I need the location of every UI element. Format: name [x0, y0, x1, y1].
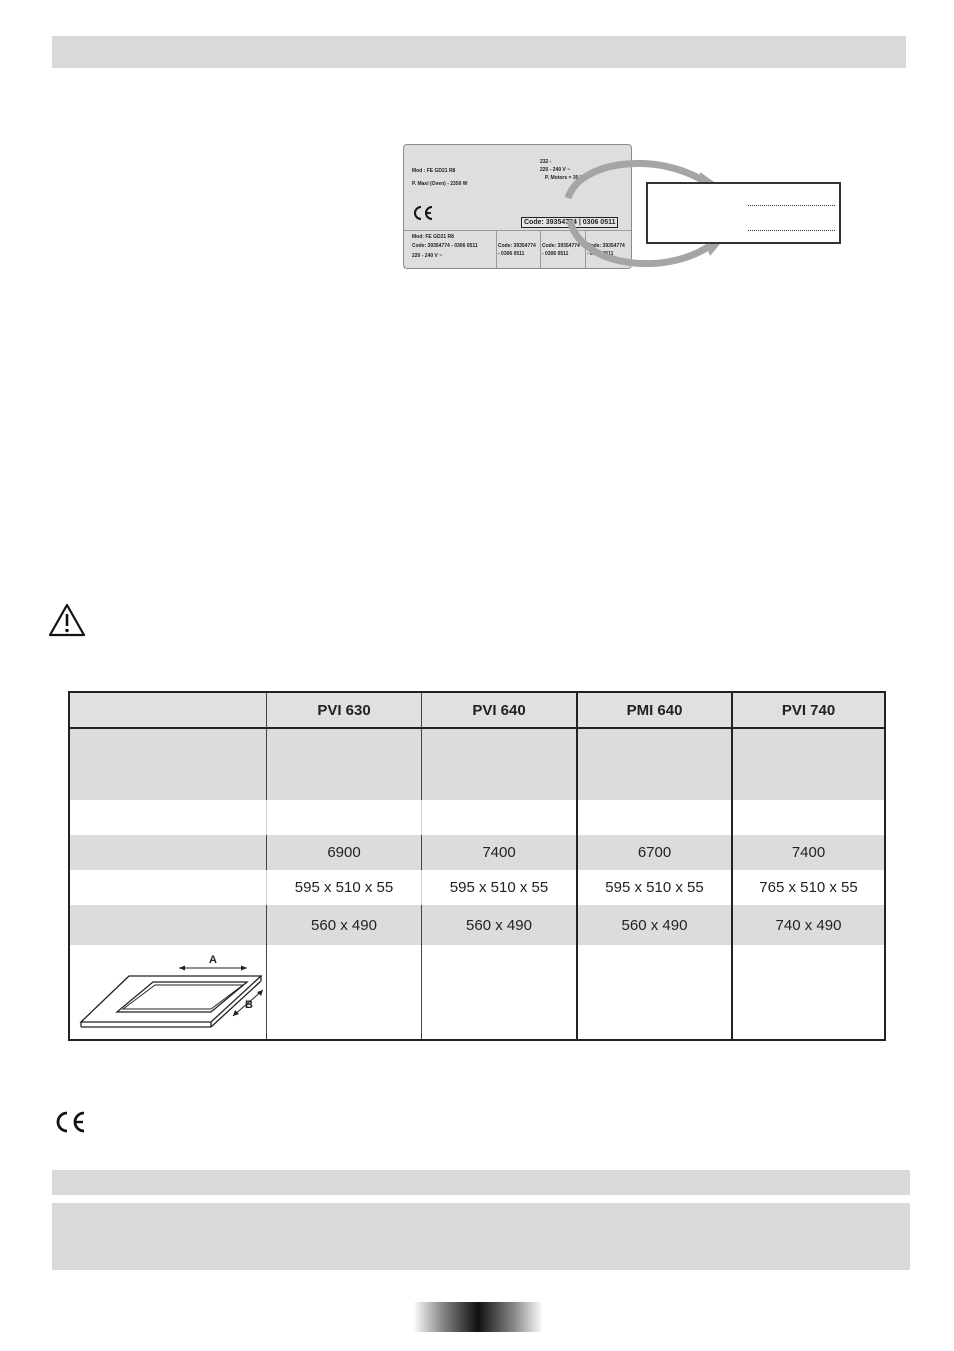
dotted-line [748, 230, 835, 231]
table-cell [731, 800, 884, 835]
table-cell [421, 729, 576, 800]
table-cell-dimensions: 765 x 510 x 55 [731, 870, 884, 905]
table-cell-cutout: 740 x 490 [731, 905, 884, 945]
table-cell [731, 945, 884, 1039]
table-cell [70, 800, 266, 835]
table-cell [731, 729, 884, 800]
table-cell-cutout: 560 x 490 [421, 905, 576, 945]
plate-code-suffix: 0306 0511 [582, 219, 616, 226]
plate-motors: P. Motors = 30 W [545, 175, 585, 181]
plate-lower-model: Mod: FE GD21 R8 [412, 234, 454, 240]
plate-power: P. Maxi (Oven) - 2350 W [412, 181, 468, 187]
table-cell [70, 729, 266, 800]
plate-model: Mod : FE GD21 R8 [412, 168, 456, 174]
table-cell-cutout: 560 x 490 [266, 905, 421, 945]
table-cell [70, 905, 266, 945]
plate-code-box: Code: 39354774 | 0306 0511 [521, 217, 618, 228]
table-cell-cutout: 560 x 490 [576, 905, 731, 945]
header-bar [52, 36, 906, 68]
footer-bar [52, 1170, 910, 1195]
diagram-label-b: B [245, 999, 253, 1011]
table-cell [576, 945, 731, 1039]
plate-stub-code: - 0306 0511 [587, 251, 614, 257]
ce-mark-icon [53, 1110, 87, 1134]
table-cell-power: 6900 [266, 835, 421, 870]
table-header-pvi740: PVI 740 [731, 693, 884, 729]
dotted-line [748, 205, 835, 206]
table-cell-power: 7400 [731, 835, 884, 870]
table-cell [70, 835, 266, 870]
plate-divider-v [496, 230, 497, 268]
page-number-tab [413, 1302, 543, 1332]
plate-stub-code: - 0306 0511 [498, 251, 525, 257]
spec-table [68, 691, 886, 1041]
warning-triangle-icon [48, 603, 86, 637]
label-box [646, 182, 841, 244]
table-cell [266, 945, 421, 1039]
plate-ce-icon [411, 205, 435, 221]
table-header-pvi640: PVI 640 [421, 693, 576, 729]
table-cell [266, 729, 421, 800]
table-header-pvi630: PVI 630 [266, 693, 421, 729]
cutout-diagram-cell [70, 945, 266, 1039]
plate-stub-code: Code: 39354774 [498, 243, 536, 249]
table-cell [421, 800, 576, 835]
table-cell [266, 800, 421, 835]
plate-stub-code: Code: 39354774 [542, 243, 580, 249]
table-header-blank [70, 693, 266, 729]
cutout-diagram [73, 946, 263, 1038]
footer-panel [52, 1203, 910, 1270]
plate-lower-voltage: 220 - 240 V ~ [412, 253, 443, 259]
plate-stub-code: Code: 39354774 [587, 243, 625, 249]
table-cell-power: 7400 [421, 835, 576, 870]
table-cell [576, 800, 731, 835]
plate-divider-v [540, 230, 541, 268]
plate-code: Code: 39354774 [524, 219, 577, 226]
table-cell [421, 945, 576, 1039]
plate-stub-code: - 0306 0511 [542, 251, 569, 257]
table-cell-dimensions: 595 x 510 x 55 [266, 870, 421, 905]
plate-lower-code: Code: 39354774 - 0306 0511 [412, 243, 478, 249]
table-cell-power: 6700 [576, 835, 731, 870]
plate-voltage-1: 232 - [540, 159, 552, 165]
table-header-pmi640: PMI 640 [576, 693, 731, 729]
table-cell [576, 729, 731, 800]
table-cell-dimensions: 595 x 510 x 55 [421, 870, 576, 905]
plate-voltage-2: 220 - 240 V ~ [540, 167, 571, 173]
table-cell-dimensions: 595 x 510 x 55 [576, 870, 731, 905]
diagram-label-a: A [209, 954, 217, 966]
table-cell [70, 870, 266, 905]
